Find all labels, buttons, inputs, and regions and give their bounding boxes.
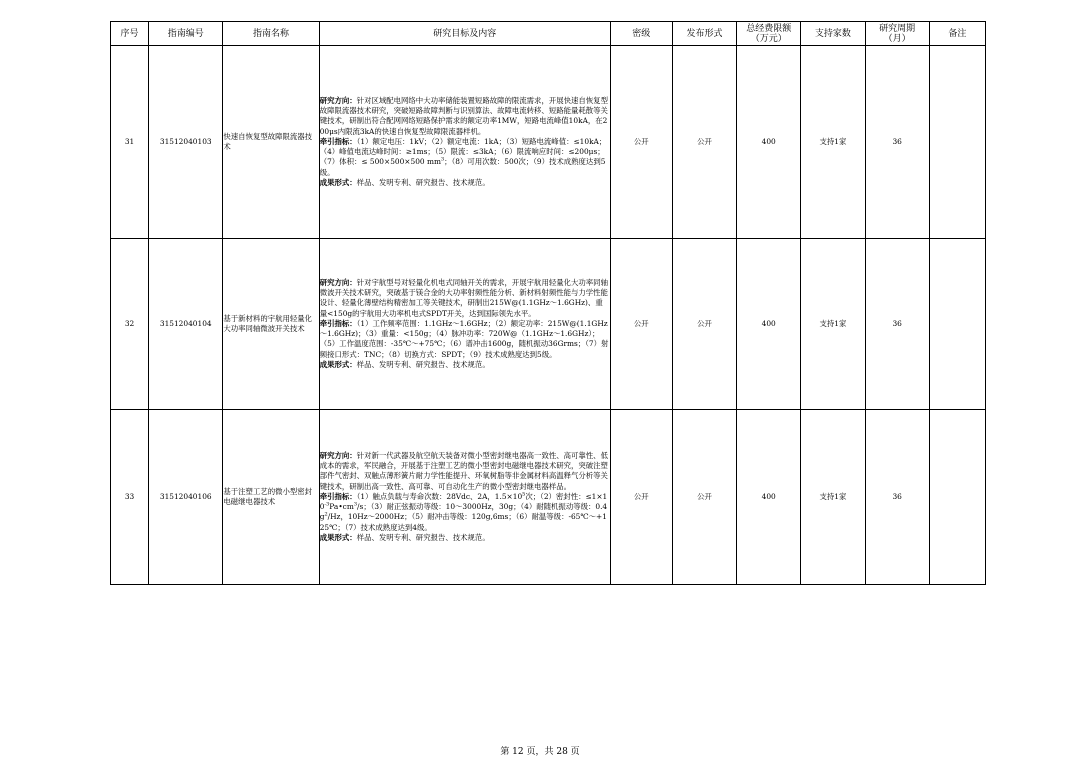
cell-name: 基于注塑工艺的微小型密封电磁继电器技术 <box>223 410 319 585</box>
cell-seq: 32 <box>111 239 149 410</box>
direction-text: 针对宇航型号对轻量化机电式同轴开关的需求，开展宇航用轻量化大功率同轴微波开关技术研究，突破基于镁合金的大功率射频性能分析、新材料射频性能与力学性能设计、轻量化薄壁结构精密加工等关键技术，研制出215W@(1.1GHz～1.6GHz)、重量<150g的宇航用大功率机电式SPDT开关，达到国际领先水平。 <box>319 277 608 318</box>
research-direction <box>320 451 610 492</box>
metrics-label: 牵引指标： <box>319 318 357 328</box>
traction-metrics <box>320 492 610 533</box>
cell-code: 31512040104 <box>149 239 223 410</box>
header-period <box>865 22 929 46</box>
cell-release: 公开 <box>672 410 736 585</box>
cell-budget: 400 <box>737 410 801 585</box>
metrics-text: （1）触点负载与寿命次数：28Vdc、2A，1.5×10 <box>356 491 523 501</box>
outcome-text: 样品、发明专利、研究报告、技术规范。 <box>356 178 490 188</box>
outcome-label: 成果形式： <box>319 178 357 188</box>
direction-text: 针对新一代武器及航空航天装备对微小型密封继电器高一致性、高可靠性、低成本的需求，军民融合，开展基于注塑工艺的微小型密封电磁继电器技术研究，突破注塑部件气密封、双触点薄形簧片耐力学性能提升、环氧树脂等非金属材料高温释气分析等关键技术，研制出高一致性、高可靠、可自动化生产的微小型密封继电器样品。 <box>319 450 608 491</box>
research-direction <box>320 278 610 319</box>
cell-period: 36 <box>865 46 929 239</box>
metrics-label: 牵引指标： <box>319 136 357 146</box>
metrics-superscript: 3 <box>353 501 358 508</box>
outcome-form <box>320 360 610 370</box>
header-period-line1: 研究周期 <box>879 23 916 34</box>
cell-units: 支持1家 <box>801 46 865 239</box>
cell-secrecy: 公开 <box>610 46 672 239</box>
header-code: 指南编号 <box>149 22 223 46</box>
cell-secrecy: 公开 <box>610 239 672 410</box>
table-row <box>111 46 986 239</box>
outcome-form <box>320 533 610 543</box>
direction-label: 研究方向： <box>319 277 357 287</box>
metrics-text: Pa•cm <box>329 502 354 512</box>
metrics-text: /s；（3）耐正弦振动等级：10～3000Hz，30g；（4）耐随机振动等级：0.4g <box>319 502 608 522</box>
metrics-superscript: 5 <box>522 491 526 498</box>
direction-label: 研究方向： <box>319 95 357 105</box>
cell-release: 公开 <box>672 46 736 239</box>
header-budget-line2: （万元） <box>750 33 787 44</box>
outcome-label: 成果形式： <box>319 533 357 543</box>
outcome-text: 样品、发明专利、研究报告、技术规范。 <box>356 360 490 370</box>
cell-remarks <box>929 410 985 585</box>
header-seq: 序号 <box>111 22 149 46</box>
direction-text: 针对区域配电网络中大功率储能装置短路故障的限流需求，开展快速自恢复型故障限流器技术研究，突破短路故障判断与识别算法、故障电流转移、短路能量耗散等关键技术，研制出符合配网网络短路保护需求的额定功率1MW，短路电流峰值10kA，在200μs内限流3kA的快速自恢复型故障限流器样机。 <box>319 95 608 136</box>
metrics-superscript: 3 <box>440 156 445 163</box>
cell-content <box>319 46 610 239</box>
metrics-superscript: -3 <box>324 501 330 508</box>
cell-budget: 400 <box>737 46 801 239</box>
header-secrecy: 密级 <box>610 22 672 46</box>
cell-units: 支持1家 <box>801 239 865 410</box>
outcome-label: 成果形式： <box>319 360 357 370</box>
metrics-superscript: 2 <box>324 511 328 518</box>
research-direction <box>320 96 610 137</box>
table-row <box>111 410 986 585</box>
cell-code: 31512040103 <box>149 46 223 239</box>
header-row <box>111 22 986 46</box>
cell-seq: 33 <box>111 410 149 585</box>
cell-code: 31512040106 <box>149 410 223 585</box>
cell-content <box>319 410 610 585</box>
cell-remarks <box>929 46 985 239</box>
table-row <box>111 239 986 410</box>
page-number: 第 12 页，共 28 页 <box>500 747 580 757</box>
outcome-form <box>320 178 610 188</box>
cell-content <box>319 239 610 410</box>
header-budget <box>737 22 801 46</box>
metrics-text: （1）工作频率范围：1.1GHz～1.6GHz；（2）额定功率：215W@(1.1GHz～1.6GHz)；（3）重量：<150g；（4）脉冲功率：720W@（1.1GHz～1.6GHz）；（5）工作温度范围：-35℃～+75℃；（6）谱冲击1600g，随机振动36Grms；（7）射频接口形式：TNC；（8）切换方式：SPDT；（9）技术成熟度达到5级。 <box>319 318 609 359</box>
header-release: 发布形式 <box>672 22 736 46</box>
cell-remarks <box>929 239 985 410</box>
cell-name: 快速自恢复型故障限流器技术 <box>223 46 319 239</box>
cell-name: 基于新材料的宇航用轻量化大功率同轴微波开关技术 <box>223 239 319 410</box>
header-budget-line1: 总经费限额 <box>746 23 792 34</box>
header-remarks: 备注 <box>929 22 985 46</box>
header-period-line2: （月） <box>883 33 911 44</box>
traction-metrics <box>320 137 610 178</box>
metrics-text: ；（8）可用次数：500次；（9）技术成熟度达到5级。 <box>319 157 606 177</box>
header-name: 指南名称 <box>223 22 319 46</box>
header-content: 研究目标及内容 <box>319 22 610 46</box>
traction-metrics <box>320 319 610 360</box>
cell-seq: 31 <box>111 46 149 239</box>
direction-label: 研究方向： <box>319 450 357 460</box>
outcome-text: 样品、发明专利、研究报告、技术规范。 <box>356 533 490 543</box>
cell-units: 支持1家 <box>801 410 865 585</box>
guide-table <box>110 21 986 585</box>
metrics-text: （1）额定电压：1kV；（2）额定电流：1kA；（3）短路电流峰值：≤10kA；（4）峰值电流达峰时间：≥1ms；（5）限流：≤3kA；（6）限流响应时间：≤200μs；（7）体积：≤ 500×500×500 mm <box>319 136 607 167</box>
metrics-label: 牵引指标： <box>319 491 357 501</box>
cell-period: 36 <box>865 410 929 585</box>
header-units: 支持家数 <box>801 22 865 46</box>
cell-secrecy: 公开 <box>610 410 672 585</box>
metrics-text: /Hz，10Hz～2000Hz；（5）耐冲击等级：120g,6ms；（6）耐温等级：-65℃～+125℃；（7）技术成熟度达到4级。 <box>319 512 607 532</box>
cell-release: 公开 <box>672 239 736 410</box>
metrics-text: 次；（2）密封性：≤1×10 <box>319 491 608 512</box>
cell-budget: 400 <box>737 239 801 410</box>
cell-period: 36 <box>865 239 929 410</box>
